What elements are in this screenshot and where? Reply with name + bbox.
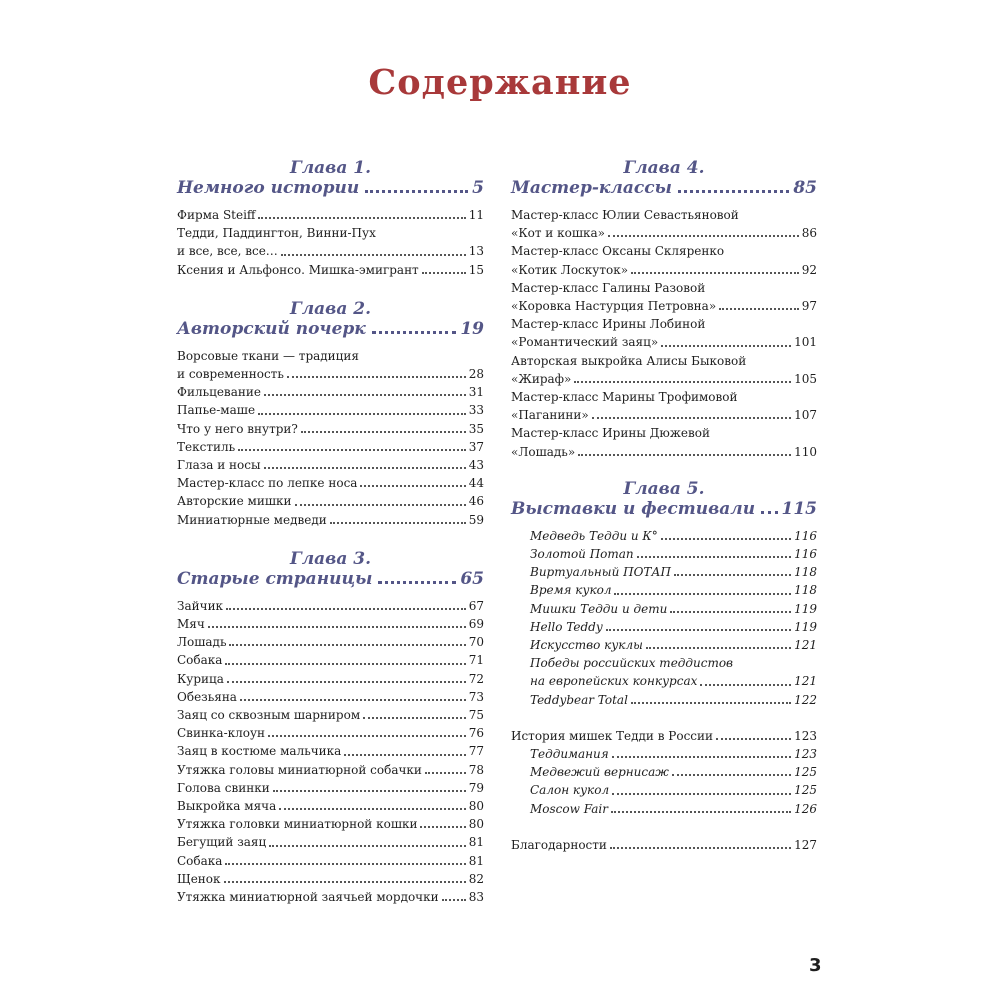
toc-entry[interactable] (177, 206, 484, 224)
chapter-page: 19 (460, 318, 484, 339)
entry-page: 119 (794, 619, 817, 634)
entry-title: Лошадь (177, 635, 227, 650)
chapter-page: 85 (793, 178, 817, 198)
toc-entry[interactable] (177, 797, 484, 815)
entry-page: 75 (468, 708, 484, 723)
entry-page: 92 (801, 262, 817, 277)
entry-page: 73 (468, 689, 484, 704)
toc-entry[interactable] (177, 761, 484, 779)
entry-title: «Котик Лоскуток» (511, 262, 629, 277)
toc-entry[interactable] (511, 581, 817, 599)
toc-entry-line[interactable]: Мастер-класс Ирины Лобиной (511, 317, 706, 332)
entry-page: 125 (794, 765, 817, 780)
toc-entry[interactable] (177, 420, 484, 438)
entry-title: Что у него внутри? (177, 421, 298, 436)
chapter-2 (177, 299, 484, 529)
dot-leader (661, 538, 791, 540)
dot-leader (646, 647, 791, 649)
entry-title: Курица (177, 671, 224, 686)
entry-title: Заяц в костюме мальчика (177, 744, 342, 759)
entry-page: 77 (468, 744, 484, 759)
thanks-section (511, 836, 817, 854)
entry-title: Щенок (177, 871, 221, 886)
entry-page: 121 (794, 674, 817, 689)
dot-leader (612, 793, 791, 795)
entry-title: Hello Teddy (530, 619, 603, 634)
toc-entry[interactable] (177, 242, 484, 260)
toc-entry[interactable] (177, 456, 484, 474)
chapter-heading[interactable] (177, 319, 484, 339)
toc-entry[interactable] (177, 688, 484, 706)
dot-leader (610, 847, 791, 849)
dot-leader (661, 345, 791, 347)
entry-title: Золотой Потап (530, 547, 634, 562)
entry-title: Медвежий вернисаж (530, 765, 669, 780)
toc-left-column (177, 158, 484, 906)
dot-leader (614, 593, 791, 595)
toc-entry[interactable] (511, 527, 817, 545)
toc-entry[interactable] (511, 800, 817, 818)
chapter-label: Глава 1. (289, 158, 372, 178)
entry-page: 107 (794, 408, 817, 423)
entry-title: Медведь Тедди и К° (530, 528, 658, 543)
dot-leader (273, 790, 466, 792)
entry-title: Искусство куклы (530, 638, 643, 653)
entry-title: «Жираф» (511, 371, 572, 386)
entry-title: Глаза и носы (177, 458, 261, 473)
toc-entry[interactable] (177, 383, 484, 401)
entry-page: 78 (468, 762, 484, 777)
chapter-5 (511, 479, 817, 709)
toc-entry-line[interactable]: Тедди, Паддингтон, Винни-Пух (177, 226, 376, 241)
entry-title: Свинка-клоун (177, 726, 266, 741)
dot-leader (608, 235, 799, 237)
dot-leader (268, 735, 466, 737)
chapter-label: Глава 5. (623, 478, 705, 499)
dot-leader (225, 863, 465, 865)
entry-page: 33 (468, 403, 484, 418)
entry-title: Собака (177, 853, 223, 868)
dot-leader (208, 626, 466, 628)
toc-entry-line[interactable]: Ворсовые ткани — традиция (177, 348, 359, 363)
dot-leader (422, 272, 466, 274)
toc-entry-line[interactable]: Мастер-класс Юлии Севастьяновой (511, 208, 739, 222)
dot-leader (258, 217, 465, 219)
toc-entry[interactable] (177, 492, 484, 510)
entry-page: 97 (801, 299, 817, 314)
entry-page: 67 (468, 598, 484, 613)
toc-entry[interactable] (177, 365, 484, 383)
dot-leader (240, 699, 466, 701)
entry-title: Мишки Тедди и дети (530, 601, 668, 616)
toc-entry[interactable] (511, 563, 817, 581)
dot-leader (420, 826, 465, 828)
dot-leader (279, 808, 465, 810)
toc-entry-line[interactable]: Мастер-класс Оксаны Скляренко (511, 244, 725, 259)
entry-page: 15 (468, 262, 484, 277)
entry-page: 83 (468, 890, 484, 905)
dot-leader (674, 574, 791, 576)
toc-entry[interactable] (177, 724, 484, 742)
page-title: Содержание (368, 62, 632, 103)
chapter-title: Старые страницы (177, 568, 373, 589)
dot-leader (631, 272, 799, 274)
toc-entry[interactable] (177, 438, 484, 456)
entry-title: Благодарности (511, 837, 607, 852)
entry-title: «Паганини» (511, 408, 589, 423)
toc-entry[interactable] (511, 224, 817, 242)
entry-title: История мишек Тедди в России (511, 728, 714, 743)
entry-page: 127 (794, 837, 817, 852)
toc-entry[interactable] (177, 852, 484, 870)
entry-title: «Кот и кошка» (511, 226, 605, 241)
dot-leader (344, 754, 465, 756)
entry-title: Зайчик (177, 598, 224, 613)
entry-page: 123 (794, 747, 817, 762)
entry-page: 80 (468, 799, 484, 814)
dot-leader (592, 417, 791, 419)
chapter-page: 115 (781, 498, 817, 519)
entry-title: Фирма Steiff (177, 208, 256, 222)
chapter-page: 65 (460, 568, 484, 589)
dot-leader (264, 467, 466, 469)
dot-leader (442, 899, 466, 901)
dot-leader (611, 811, 791, 813)
toc-entry[interactable] (177, 597, 484, 615)
toc-entry[interactable] (177, 779, 484, 797)
entry-title: Текстиль (177, 439, 236, 454)
chapter-heading[interactable] (177, 569, 484, 589)
chapter-heading[interactable] (511, 499, 817, 519)
dot-leader (301, 431, 466, 433)
toc-entry-line[interactable]: Мастер-класс Галины Разовой (511, 280, 706, 295)
chapter-heading[interactable] (511, 178, 817, 198)
dot-leader (287, 376, 466, 378)
dot-leader (281, 254, 466, 256)
entry-page: 118 (794, 565, 817, 580)
chapter-title: Выставки и фестивали (511, 498, 756, 519)
entry-page: 126 (794, 801, 817, 816)
entry-title: Салон кукол (530, 783, 610, 798)
dot-leader (631, 702, 791, 704)
entry-title: Папье-маше (177, 403, 256, 418)
toc-entry[interactable] (511, 672, 817, 690)
entry-title: Выкройка мяча (177, 799, 277, 814)
dot-leader (378, 581, 456, 584)
entry-page: 121 (794, 638, 817, 653)
entry-page: 110 (794, 444, 817, 459)
entry-title: на европейских конкурсах (530, 674, 698, 689)
dot-leader (719, 308, 799, 310)
toc-entry[interactable] (511, 406, 817, 424)
entry-title: Собака (177, 653, 223, 668)
entry-page: 81 (468, 853, 484, 868)
entry-page: 101 (794, 335, 817, 350)
toc-entry[interactable] (177, 815, 484, 833)
dot-leader (612, 756, 791, 758)
dot-leader (238, 449, 466, 451)
toc-right-column (511, 158, 817, 854)
dot-leader (606, 629, 791, 631)
entry-page: 86 (801, 226, 817, 241)
chapter-title: Авторский почерк (177, 318, 366, 339)
entry-page: 116 (794, 528, 817, 543)
history-section (511, 727, 817, 818)
toc-entry[interactable] (511, 443, 817, 461)
toc-entry[interactable] (511, 836, 817, 854)
dot-leader (678, 190, 789, 193)
toc-entry-line[interactable]: Мастер-класс Марины Трофимовой (511, 390, 738, 405)
entry-page: 44 (468, 476, 484, 491)
dot-leader (637, 556, 791, 558)
chapter-page: 5 (472, 178, 484, 198)
entry-page: 35 (468, 421, 484, 436)
dot-leader (295, 504, 466, 506)
entry-title: «Лошадь» (511, 444, 576, 459)
dot-leader (227, 681, 466, 683)
entry-title: Обезьяна (177, 689, 237, 704)
chapter-title: Мастер-классы (511, 178, 672, 198)
toc-entry[interactable] (177, 474, 484, 492)
chapter-heading[interactable] (177, 178, 484, 198)
entry-title: Ксения и Альфонсо. Мишка-эмигрант (177, 262, 419, 277)
entry-page: 43 (468, 458, 484, 473)
entry-page: 79 (468, 780, 484, 795)
entry-page: 119 (794, 601, 817, 616)
dot-leader (372, 331, 457, 334)
toc-entry[interactable] (511, 333, 817, 351)
dot-leader (269, 845, 465, 847)
toc-entry[interactable] (177, 742, 484, 760)
toc-entry[interactable] (511, 618, 817, 636)
toc-entry[interactable] (511, 691, 817, 709)
entry-title: Заяц со сквозным шарниром (177, 708, 361, 723)
toc-entry[interactable] (511, 261, 817, 279)
toc-entry[interactable] (511, 763, 817, 781)
chapter-label: Глава 2. (289, 298, 372, 319)
entry-page: 46 (468, 494, 484, 509)
chapter-label: Глава 3. (289, 548, 372, 569)
entry-title: Фильцевание (177, 385, 261, 400)
entry-page: 80 (468, 817, 484, 832)
chapter-label: Глава 4. (623, 158, 705, 178)
dot-leader (700, 684, 791, 686)
dot-leader (574, 381, 791, 383)
toc-entry[interactable] (511, 745, 817, 763)
entry-title: Moscow Fair (530, 801, 608, 816)
dot-leader (258, 413, 466, 415)
toc-entry[interactable] (177, 870, 484, 888)
dot-leader (224, 881, 466, 883)
toc-entry[interactable] (511, 370, 817, 388)
entry-page: 125 (794, 783, 817, 798)
dot-leader (672, 774, 791, 776)
chapter-3 (177, 549, 484, 906)
chapter-4 (511, 158, 817, 461)
dot-leader (264, 394, 466, 396)
entry-title: Утяжка миниатюрной заячьей мордочки (177, 890, 439, 905)
entry-page: 11 (468, 208, 484, 222)
toc-entry[interactable] (511, 545, 817, 563)
toc-entry[interactable] (177, 706, 484, 724)
entry-page: 13 (468, 244, 484, 259)
toc-entry[interactable] (511, 727, 817, 745)
dot-leader (716, 738, 791, 740)
entry-page: 59 (468, 512, 484, 527)
dot-leader (225, 663, 465, 665)
entry-title: Виртуальный ПОТАП (530, 565, 671, 580)
entry-title: и современность (177, 367, 284, 382)
dot-leader (360, 485, 465, 487)
toc-entry-line[interactable]: Мастер-класс Ирины Дюжевой (511, 426, 711, 441)
toc-entry[interactable] (511, 781, 817, 799)
entry-title: Утяжка головки миниатюрной кошки (177, 817, 418, 832)
toc-entry[interactable] (177, 888, 484, 906)
entry-title: Теддимания (530, 747, 609, 762)
entry-title: Голова свинки (177, 780, 270, 795)
toc-entry[interactable] (177, 511, 484, 529)
entry-page: 105 (794, 371, 817, 386)
dot-leader (330, 522, 466, 524)
entry-page: 76 (468, 726, 484, 741)
entry-title: и все, все, все… (177, 244, 278, 259)
entry-title: Авторские мишки (177, 494, 292, 509)
entry-page: 116 (794, 547, 817, 562)
entry-title: Мастер-класс по лепке носа (177, 476, 358, 491)
page-number: 3 (809, 955, 822, 976)
entry-page: 72 (468, 671, 484, 686)
toc-entry[interactable] (177, 651, 484, 669)
entry-page: 28 (468, 367, 484, 382)
chapter-1 (177, 158, 484, 279)
toc-entry[interactable] (511, 600, 817, 618)
chapter-title: Немного истории (177, 178, 360, 198)
entry-title: Утяжка головы миниатюрной собачки (177, 762, 422, 777)
entry-page: 31 (468, 385, 484, 400)
entry-title: Миниатюрные медведи (177, 512, 327, 527)
dot-leader (761, 511, 777, 514)
toc-entry[interactable] (177, 401, 484, 419)
entry-title: Бегущий заяц (177, 835, 267, 850)
dot-leader (363, 717, 466, 719)
entry-page: 123 (794, 728, 817, 743)
toc-entry[interactable] (177, 833, 484, 851)
entry-page: 37 (468, 439, 484, 454)
entry-page: 69 (468, 617, 484, 632)
entry-page: 81 (468, 835, 484, 850)
dot-leader (578, 454, 791, 456)
entry-page: 82 (468, 871, 484, 886)
toc-entry[interactable] (511, 636, 817, 654)
entry-page: 71 (468, 653, 484, 668)
toc-entry[interactable] (177, 261, 484, 279)
toc-entry[interactable] (177, 670, 484, 688)
toc-entry[interactable] (511, 297, 817, 315)
entry-page: 70 (468, 635, 484, 650)
toc-entry[interactable] (177, 633, 484, 651)
entry-title: Teddybear Total (530, 692, 628, 707)
toc-entry[interactable] (177, 615, 484, 633)
toc-entry-line[interactable]: Авторская выкройка Алисы Быковой (511, 353, 747, 368)
toc-entry-line[interactable]: Победы российских теддистов (530, 656, 734, 671)
dot-leader (229, 644, 465, 646)
entry-title: Время кукол (530, 583, 612, 598)
dot-leader (425, 772, 466, 774)
entry-page: 118 (794, 583, 817, 598)
entry-page: 122 (794, 692, 817, 707)
entry-title: Мяч (177, 617, 205, 632)
dot-leader (670, 611, 791, 613)
entry-title: «Романтический заяц» (511, 335, 659, 350)
dot-leader (365, 190, 468, 193)
dot-leader (226, 608, 466, 610)
entry-title: «Коровка Настурция Петровна» (511, 299, 717, 314)
